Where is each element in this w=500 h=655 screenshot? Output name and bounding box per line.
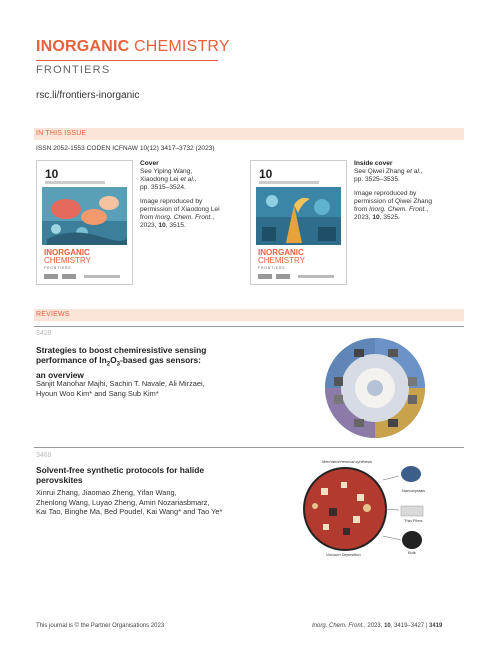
figure-label-bulk: Bulk	[408, 550, 416, 555]
cover-publisher-logos	[44, 274, 124, 279]
journal-url[interactable]: rsc.li/frontiers-inorganic	[36, 90, 140, 101]
cover-publisher-logos	[258, 274, 338, 279]
cover-artwork	[256, 187, 341, 245]
article-graphical-abstract-wheel	[310, 337, 440, 439]
article-rule	[34, 326, 464, 327]
article-title[interactable]: Strategies to boost chemiresistive sensing performance of $In_2O_3$-based gas sensors: an overview	[36, 345, 207, 380]
cover-image-front: 10 INORGANIC CHEMISTRY FRONTIERS	[36, 160, 133, 285]
title-rule	[36, 60, 218, 61]
figure-label-thin-films: Thin Films	[404, 518, 423, 523]
figure-label-top: Mechanochemical synthesis	[322, 459, 373, 464]
bulk-sample	[402, 531, 422, 549]
anniversary-logo: 10	[259, 167, 273, 181]
cover-artwork	[42, 187, 127, 245]
inside-cover-description: Inside cover See Qiwei Zhang et al., pp. 3525–3535. Image reproduced by permission of Qiwei Zhang from Inorg. Chem. Front., 2023, 10, 3525.	[354, 160, 464, 222]
article-title[interactable]: Solvent-free synthetic protocols for halide perovskites	[36, 465, 204, 485]
figure-label-bottom: Vacuum Deposition	[326, 552, 361, 557]
footer-page-number: 3419	[429, 623, 443, 629]
in-this-issue-bar: IN THIS ISSUE	[34, 128, 464, 140]
journal-subtitle: FRONTIERS	[36, 64, 111, 76]
inside-cover-heading: Inside cover	[354, 160, 393, 167]
article-page-number: 3468	[36, 452, 52, 459]
reviews-bar: REVIEWS	[34, 309, 464, 321]
article-authors: Xinrui Zhang, Jiaomao Zheng, Yifan Wang, Zhenlong Wang, Luyao Zheng, Amin Nozariasbmarz, Kai Tao, Binghe Ma, Bed Poudel, Kai Wang* and Tao Ye*	[36, 488, 223, 516]
article-graphical-abstract-perovskite	[295, 458, 465, 560]
figure-label-nanocrystals: Nanocrystals	[402, 488, 426, 493]
footer-copyright: This journal is © the Partner Organisations 2023	[36, 623, 165, 629]
cover-description: Cover See Yiping Wang, Xiaodong Lei et al., pp. 3515–3524. Image reproduced by permission of Xiaodong Lei from Inorg. Chem. Front., 2023, 10, 3515.	[140, 160, 245, 230]
cover-heading: Cover	[140, 160, 159, 167]
article-page-number: 3428	[36, 330, 52, 337]
nanocrystals-sample	[401, 466, 421, 482]
footer-citation: Inorg. Chem. Front., 2023, 10, 3419–3427 | 3419	[312, 623, 443, 629]
thin-films-sample	[401, 506, 423, 516]
issn-line: ISSN 2052-1553 CODEN ICFNAW 10(12) 3417–3732 (2023)	[36, 145, 215, 152]
anniversary-logo: 10	[45, 167, 59, 181]
article-authors: Sanjit Manohar Majhi, Sachin T. Navale, Ali Mirzaei, Hyoun Woo Kim* and Sang Sub Kim*	[36, 379, 205, 398]
journal-title: INORGANIC CHEMISTRY	[36, 38, 230, 55]
cover-image-inside: 10 INORGANIC CHEMISTRY FRONTIERS	[250, 160, 347, 285]
article-rule	[34, 447, 464, 448]
